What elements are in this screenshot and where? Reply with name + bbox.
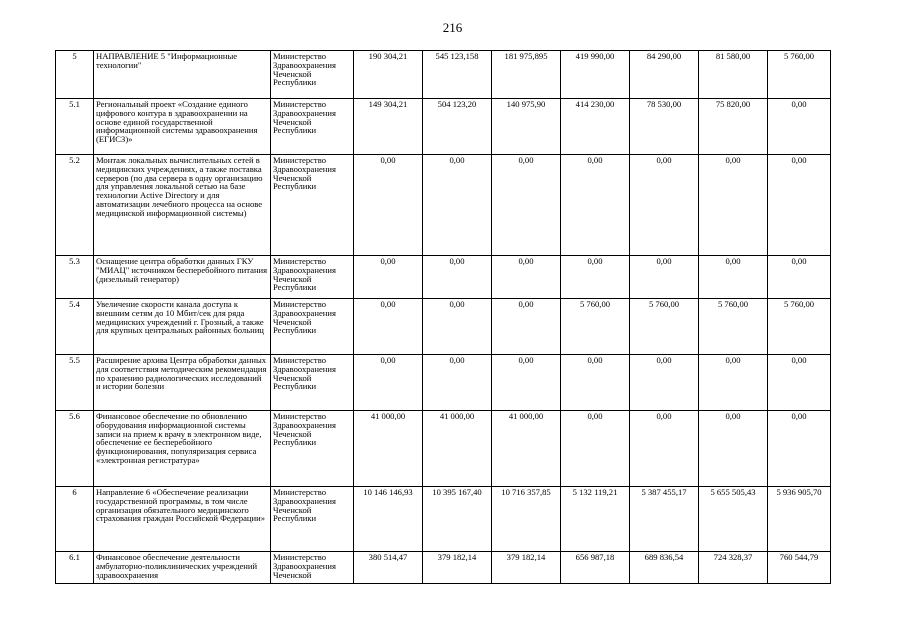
- row-value: 10 716 357,85: [492, 487, 561, 552]
- row-organization: Министерство Здравоохранения Чеченской Республики: [271, 51, 354, 99]
- row-value: 0,00: [699, 411, 768, 487]
- row-value: 414 230,00: [561, 99, 630, 155]
- row-value: 689 836,54: [630, 552, 699, 584]
- row-value: 0,00: [492, 355, 561, 411]
- row-name: Монтаж локальных вычислительных сетей в медицинских учреждениях, а также поставка серверов (по два сервера в одну организацию для управления локальной сетью на базе технологии Active Directory и для автоматизации лечебного процесса на основе медицинской информационной системы): [94, 155, 271, 256]
- row-value: 0,00: [630, 355, 699, 411]
- table-row: [56, 256, 831, 299]
- row-number: 5.6: [56, 411, 94, 487]
- row-value: 0,00: [630, 411, 699, 487]
- row-value: 760 544,79: [768, 552, 831, 584]
- budget-table: [55, 50, 831, 584]
- row-value: 545 123,158: [423, 51, 492, 99]
- row-value: 380 514,47: [354, 552, 423, 584]
- row-value: 0,00: [768, 411, 831, 487]
- row-value: 0,00: [768, 99, 831, 155]
- table-row: [56, 51, 831, 99]
- row-value: 0,00: [423, 155, 492, 256]
- row-organization: Министерство Здравоохранения Чеченской Республики: [271, 487, 354, 552]
- row-name: Увеличение скорости канала доступа к внешним сетям до 10 Мбит/сек для ряда медицинских учреждений г. Грозный, а также для крупных центральных районных больниц: [94, 299, 271, 355]
- row-value: 0,00: [699, 256, 768, 299]
- row-organization: Министерство Здравоохранения Чеченской Республики: [271, 256, 354, 299]
- row-value: 379 182,14: [423, 552, 492, 584]
- row-value: 10 395 167,40: [423, 487, 492, 552]
- row-organization: Министерство Здравоохранения Чеченской: [271, 552, 354, 584]
- row-organization: Министерство Здравоохранения Чеченской Республики: [271, 99, 354, 155]
- row-value: 41 000,00: [354, 411, 423, 487]
- row-value: 0,00: [354, 355, 423, 411]
- row-value: 0,00: [630, 256, 699, 299]
- row-value: 181 975,895: [492, 51, 561, 99]
- row-value: 0,00: [699, 355, 768, 411]
- row-organization: Министерство Здравоохранения Чеченской Республики: [271, 299, 354, 355]
- row-name: Оснащение центра обработки данных ГКУ "МИАЦ" источником бесперебойного питания (дизельный генератор): [94, 256, 271, 299]
- row-number: 5.5: [56, 355, 94, 411]
- table-row: [56, 552, 831, 584]
- row-organization: Министерство Здравоохранения Чеченской Республики: [271, 411, 354, 487]
- row-value: 0,00: [768, 355, 831, 411]
- row-value: 5 387 455,17: [630, 487, 699, 552]
- table-row: [56, 99, 831, 155]
- row-name: НАПРАВЛЕНИЕ 5 "Информационные технологии": [94, 51, 271, 99]
- row-value: 724 328,37: [699, 552, 768, 584]
- row-name: Региональный проект «Создание единого цифрового контура в здравоохранении на основе единой государственной информационной системы здравоохранения (ЕГИСЗ)»: [94, 99, 271, 155]
- table-row: [56, 155, 831, 256]
- row-value: 5 760,00: [768, 299, 831, 355]
- row-value: 5 760,00: [561, 299, 630, 355]
- row-value: 10 146 146,93: [354, 487, 423, 552]
- row-value: 0,00: [699, 155, 768, 256]
- row-value: 5 655 505,43: [699, 487, 768, 552]
- row-value: 0,00: [768, 256, 831, 299]
- row-organization: Министерство Здравоохранения Чеченской Республики: [271, 355, 354, 411]
- row-organization: Министерство Здравоохранения Чеченской Республики: [271, 155, 354, 256]
- row-value: 0,00: [423, 256, 492, 299]
- row-number: 5.4: [56, 299, 94, 355]
- row-value: 5 936 905,70: [768, 487, 831, 552]
- row-value: 0,00: [561, 355, 630, 411]
- row-value: 149 304,21: [354, 99, 423, 155]
- row-value: 81 580,00: [699, 51, 768, 99]
- row-value: 504 123,20: [423, 99, 492, 155]
- row-value: 0,00: [492, 299, 561, 355]
- row-value: 0,00: [561, 155, 630, 256]
- row-value: 419 990,00: [561, 51, 630, 99]
- table-row: [56, 487, 831, 552]
- table-row: [56, 299, 831, 355]
- row-number: 5.1: [56, 99, 94, 155]
- row-number: 5.2: [56, 155, 94, 256]
- row-name: Направление 6 «Обеспечение реализации государственной программы, в том числе организация обязательного медицинского страхования граждан Российской Федерации»: [94, 487, 271, 552]
- row-value: 5 760,00: [768, 51, 831, 99]
- row-value: 5 760,00: [699, 299, 768, 355]
- row-value: 0,00: [768, 155, 831, 256]
- row-value: 41 000,00: [492, 411, 561, 487]
- row-value: 0,00: [423, 299, 492, 355]
- row-value: 41 000,00: [423, 411, 492, 487]
- row-number: 6.1: [56, 552, 94, 584]
- table-row: [56, 411, 831, 487]
- row-value: 0,00: [492, 256, 561, 299]
- row-value: 0,00: [561, 411, 630, 487]
- table-row: [56, 355, 831, 411]
- row-number: 5: [56, 51, 94, 99]
- row-value: 0,00: [354, 299, 423, 355]
- row-value: 140 975,90: [492, 99, 561, 155]
- row-value: 379 182,14: [492, 552, 561, 584]
- row-value: 0,00: [561, 256, 630, 299]
- row-name: Финансовое обеспечение деятельности амбулаторно-поликлинических учреждений здравоохранения: [94, 552, 271, 584]
- row-value: 75 820,00: [699, 99, 768, 155]
- row-value: 5 132 119,21: [561, 487, 630, 552]
- row-value: 0,00: [630, 155, 699, 256]
- row-value: 0,00: [354, 256, 423, 299]
- row-number: 6: [56, 487, 94, 552]
- row-value: 84 290,00: [630, 51, 699, 99]
- row-name: Расширение архива Центра обработки данных для соответствия методическим рекомендация по хранению радиологических исследований и истории болезни: [94, 355, 271, 411]
- row-value: 0,00: [423, 355, 492, 411]
- row-value: 656 987,18: [561, 552, 630, 584]
- row-value: 0,00: [492, 155, 561, 256]
- row-value: 0,00: [354, 155, 423, 256]
- page-number: 216: [442, 20, 463, 35]
- row-value: 78 530,00: [630, 99, 699, 155]
- row-name: Финансовое обеспечение по обновлению оборудования информационной системы записи на прием к врачу в электронном виде, обеспечение ее бесперебойного функционирования, популяризация сервиса «электронная регистратура»: [94, 411, 271, 487]
- row-value: 5 760,00: [630, 299, 699, 355]
- row-value: 190 304,21: [354, 51, 423, 99]
- row-number: 5.3: [56, 256, 94, 299]
